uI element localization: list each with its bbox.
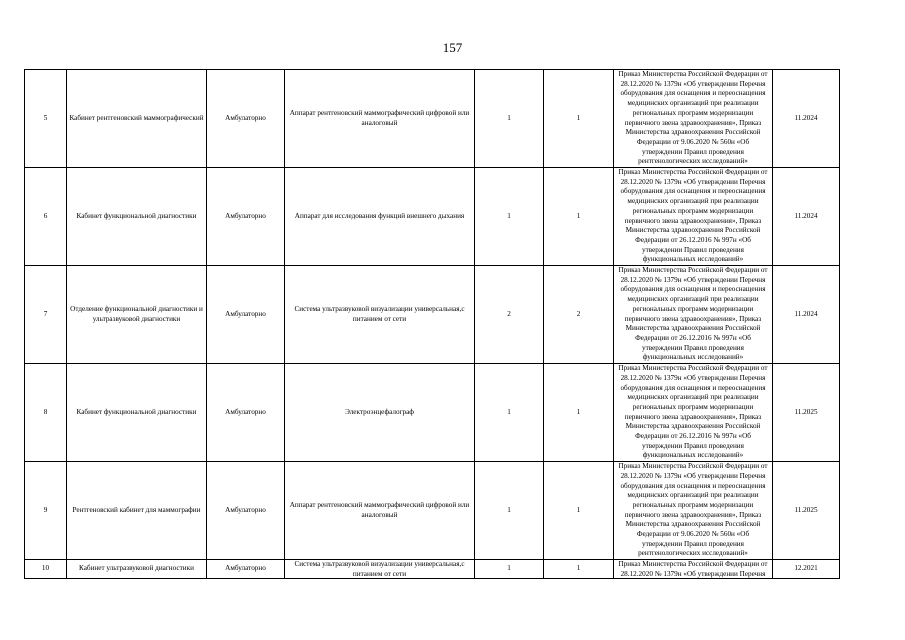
legal-basis: Приказ Министерства Российской Федерации от 28.12.2020 № 1379н «Об утверждении Перечня оборудования для оснащения и переоснащения медицинских организаций при реализации региональных программ модернизации первичного звена здравоохранения», Приказ Министерства здравоохранения Российской Федерации от 26.12.2016 № 997н «Об утверждении Правил проведения функциональных исследований» [614, 168, 773, 266]
date: 11.2024 [773, 168, 840, 266]
unit-name: Кабинет рентгеновский маммографический [67, 70, 207, 168]
unit-name: Отделение функциональной диагностики и ультразвуковой диагностики [67, 266, 207, 364]
quantity-b: 1 [544, 364, 614, 462]
table-row [25, 70, 840, 168]
equipment-name-text: Система ультразвуковой визуализации универсальная,с питанием от сети [294, 560, 465, 578]
date: 11.2024 [773, 266, 840, 364]
unit-name: Рентгеновский кабинет для маммографии [67, 462, 207, 560]
legal-basis-text: Приказ Министерства Российской Федерации от 28.12.2020 № 1379н «Об утверждении Перечня [618, 560, 768, 578]
row-number: 9 [25, 462, 67, 560]
legal-basis: Приказ Министерства Российской Федерации от 28.12.2020 № 1379н «Об утверждении Перечня оборудования для оснащения и переоснащения медицинских организаций при реализации региональных программ модернизации первичного звена здравоохранения», Приказ Министерства здравоохранения Российской Федерации от 9.06.2020 № 560н «Об утверждении Правил проведения рентгенологических исследований» [614, 70, 773, 168]
quantity-b: 1 [544, 70, 614, 168]
quantity-b: 2 [544, 266, 614, 364]
table-row [25, 462, 840, 560]
unit-name: Кабинет функциональной диагностики [67, 168, 207, 266]
equipment-table [24, 69, 840, 579]
row-number: 5 [25, 70, 67, 168]
unit-name-text: Кабинет ультразвуковой диагностики [79, 564, 194, 573]
date: 11.2025 [773, 364, 840, 462]
conditions: Амбулаторно [207, 70, 285, 168]
conditions: Амбулаторно [207, 462, 285, 560]
table-row [25, 364, 840, 462]
date: 11.2025 [773, 462, 840, 560]
equipment-name: Аппарат рентгеновский маммографический цифровой или аналоговый [285, 70, 475, 168]
quantity-a: 2 [475, 266, 544, 364]
equipment-name: Аппарат для исследования функций внешнего дыхания [285, 168, 475, 266]
conditions: Амбулаторно [207, 364, 285, 462]
date: 12.2021 [773, 560, 840, 579]
quantity-a: 1 [475, 364, 544, 462]
legal-basis: Приказ Министерства Российской Федерации от 28.12.2020 № 1379н «Об утверждении Перечня оборудования для оснащения и переоснащения медицинских организаций при реализации региональных программ модернизации первичного звена здравоохранения», Приказ Министерства здравоохранения Российской Федерации от 9.06.2020 № 560н «Об утверждении Правил проведения рентгенологических исследований» [614, 462, 773, 560]
equipment-name: Аппарат рентгеновский маммографический цифровой или аналоговый [285, 462, 475, 560]
unit-name [67, 560, 207, 579]
conditions: Амбулаторно [207, 266, 285, 364]
conditions: Амбулаторно [207, 168, 285, 266]
table-row [25, 266, 840, 364]
row-number: 8 [25, 364, 67, 462]
table-row [25, 168, 840, 266]
conditions: Амбулаторно [207, 560, 285, 579]
table-row [25, 560, 840, 579]
unit-name: Кабинет функциональной диагностики [67, 364, 207, 462]
quantity-a: 1 [475, 168, 544, 266]
quantity-a: 1 [475, 462, 544, 560]
quantity-b: 1 [544, 168, 614, 266]
equipment-name: Электроэнцефалограф [285, 364, 475, 462]
legal-basis: Приказ Министерства Российской Федерации от 28.12.2020 № 1379н «Об утверждении Перечня оборудования для оснащения и переоснащения медицинских организаций при реализации региональных программ модернизации первичного звена здравоохранения», Приказ Министерства здравоохранения Российской Федерации от 26.12.2016 № 997н «Об утверждении Правил проведения функциональных исследований» [614, 266, 773, 364]
page-number: 157 [442, 40, 463, 55]
quantity-a: 1 [475, 70, 544, 168]
equipment-name: Система ультразвуковой визуализации универсальная,с питанием от сети [285, 266, 475, 364]
row-number: 7 [25, 266, 67, 364]
quantity-a: 1 [475, 560, 544, 579]
legal-basis [614, 560, 773, 579]
legal-basis: Приказ Министерства Российской Федерации от 28.12.2020 № 1379н «Об утверждении Перечня оборудования для оснащения и переоснащения медицинских организаций при реализации региональных программ модернизации первичного звена здравоохранения», Приказ Министерства здравоохранения Российской Федерации от 26.12.2016 № 997н «Об утверждении Правил проведения функциональных исследований» [614, 364, 773, 462]
date: 11.2024 [773, 70, 840, 168]
quantity-b: 1 [544, 462, 614, 560]
row-number: 10 [25, 560, 67, 579]
row-number: 6 [25, 168, 67, 266]
quantity-b: 1 [544, 560, 614, 579]
equipment-name [285, 560, 475, 579]
